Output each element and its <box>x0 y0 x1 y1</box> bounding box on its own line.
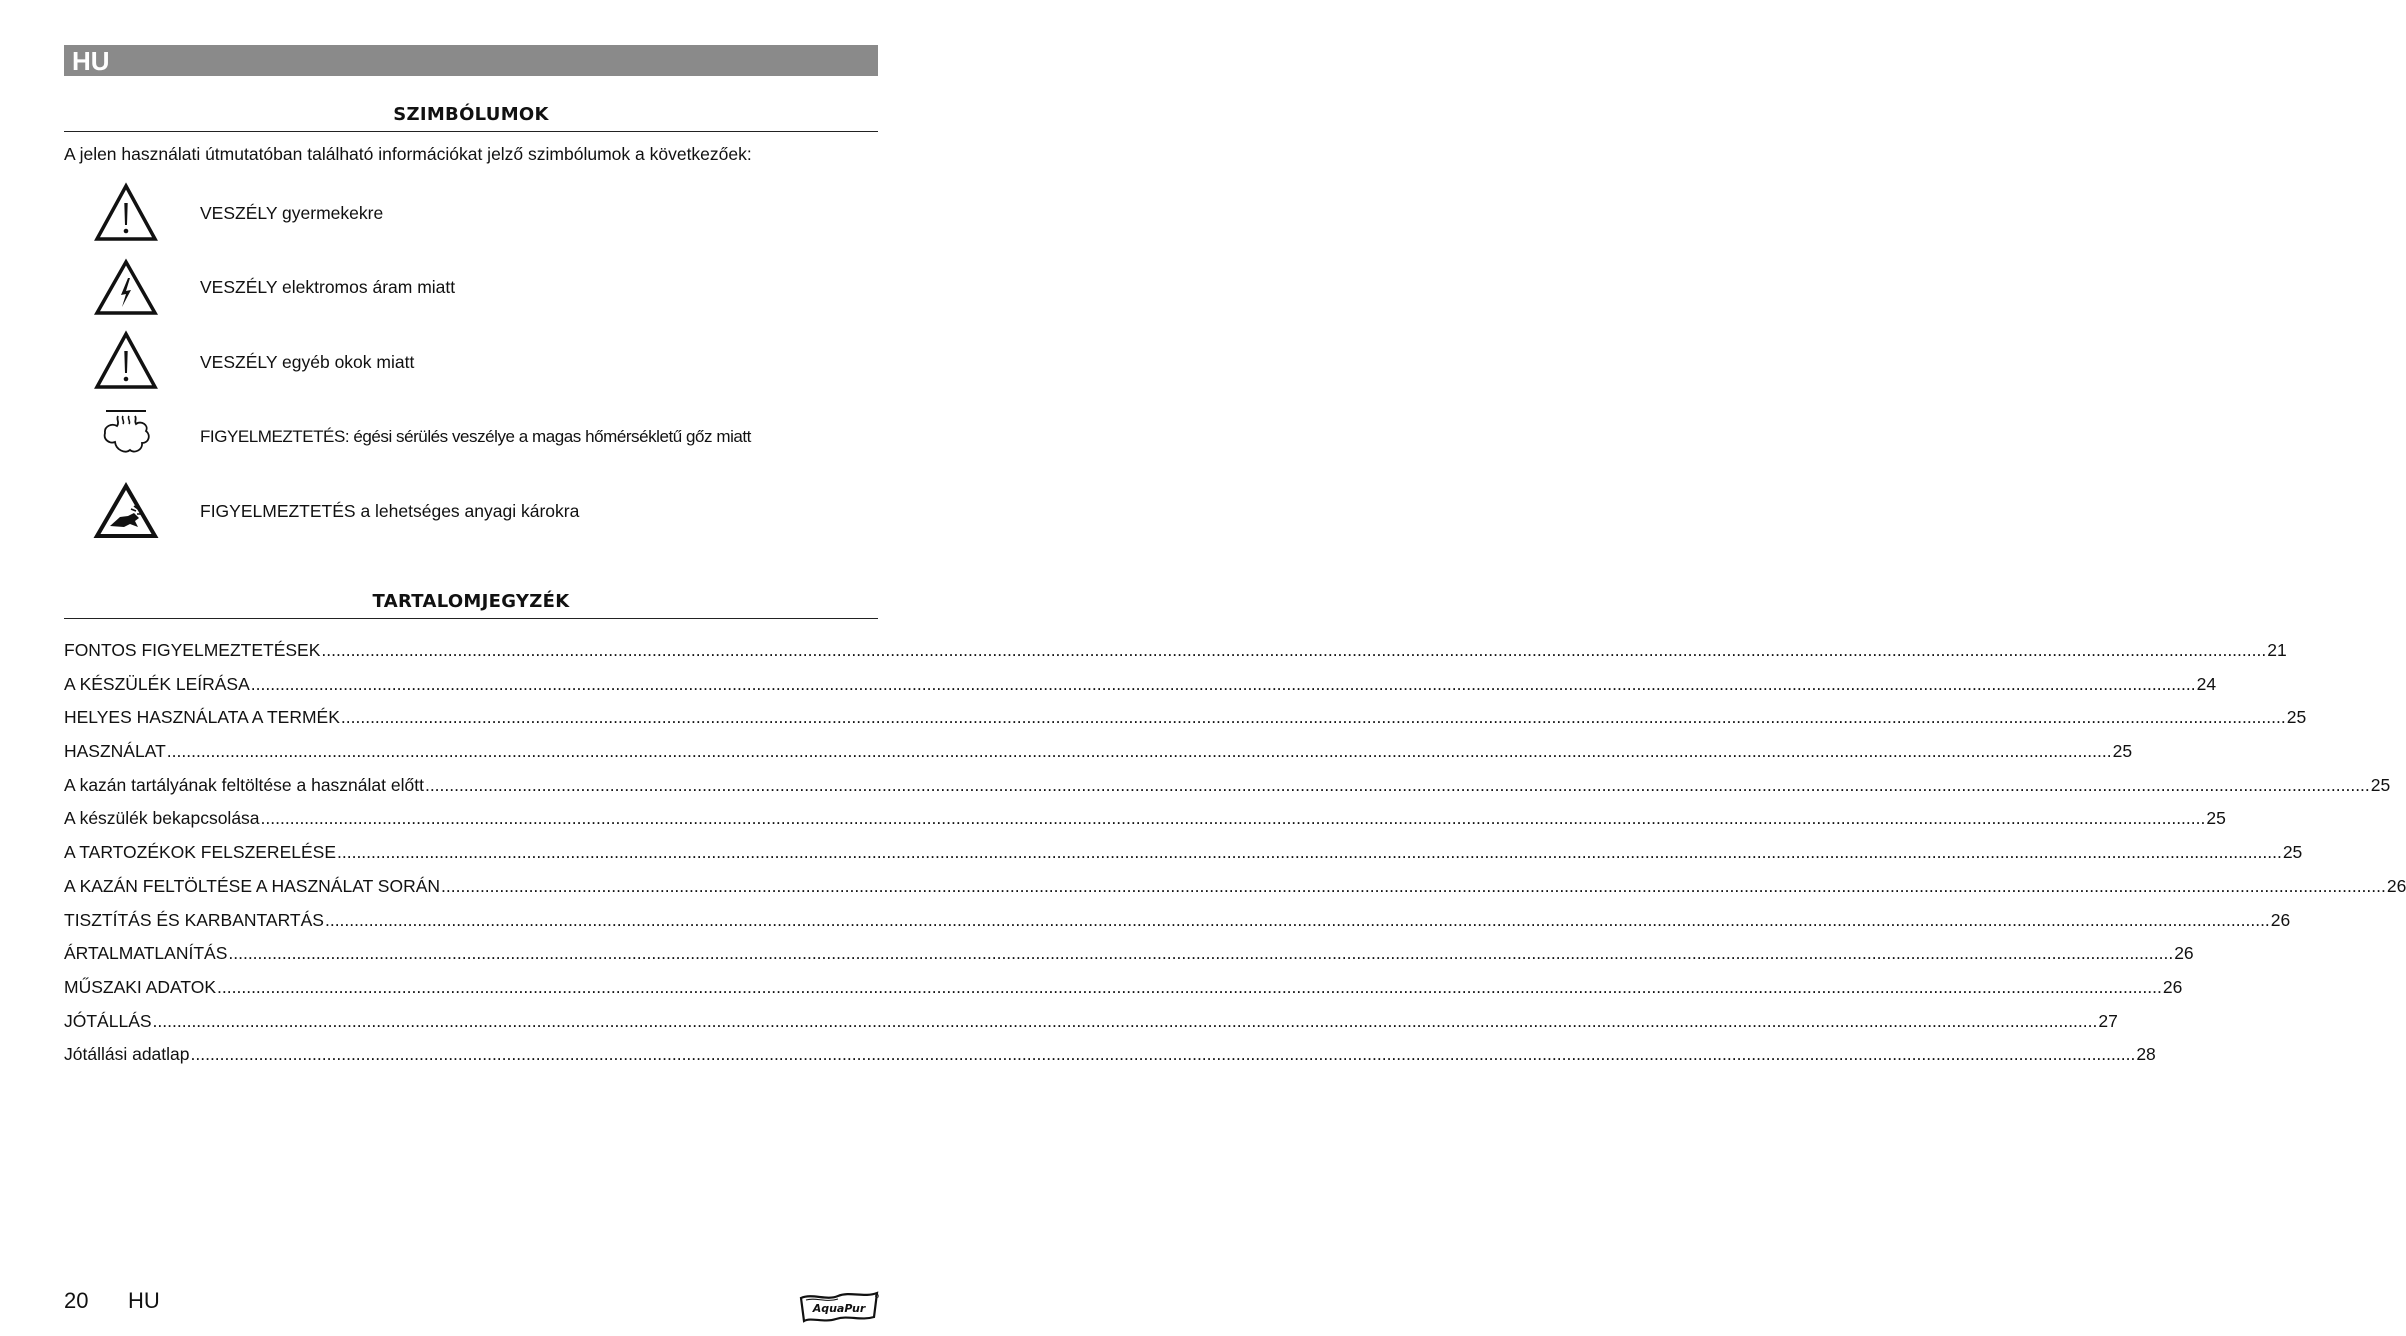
toc-leader-dots: ................................................................................................................................................................................................................................................................................................................................................................................................................ <box>340 707 2286 728</box>
toc-entry-label: HELYES HASZNÁLATA A TERMÉK <box>64 707 340 728</box>
toc-entry-label: A kazán tartályának feltöltése a használat előtt <box>64 774 424 795</box>
toc-leader-dots: ................................................................................................................................................................................................................................................................................................................................................................................................................ <box>166 741 2112 762</box>
toc-leader-dots: ................................................................................................................................................................................................................................................................................................................................................................................................................ <box>441 875 2386 896</box>
toc-entry <box>64 909 2291 944</box>
toc-entry <box>64 976 2183 1011</box>
toc-entry <box>64 1044 2156 1078</box>
toc-title-rule <box>64 618 878 619</box>
aquapur-logo <box>798 1290 880 1324</box>
toc-entry-label: JÓTÁLLÁS <box>64 1010 152 1031</box>
language-header-bar <box>64 45 878 76</box>
toc-entry-page: 28 <box>2136 1044 2156 1065</box>
toc-entry <box>64 943 2194 977</box>
electric-hazard-icon <box>94 256 158 320</box>
toc-entry-page: 25 <box>2370 774 2391 795</box>
toc-leader-dots: ................................................................................................................................................................................................................................................................................................................................................................................................................ <box>152 1010 2098 1031</box>
toc-entry-page: 25 <box>2282 842 2303 863</box>
toc-entry-label: ÁRTALMATLANÍTÁS <box>64 943 228 964</box>
toc-entry-label: A KAZÁN FELTÖLTÉSE A HASZNÁLAT SORÁN <box>64 875 441 896</box>
toc-entry-label: A készülék bekapcsolása <box>64 808 260 829</box>
toc-leader-dots: ................................................................................................................................................................................................................................................................................................................................................................................................................ <box>337 842 2282 863</box>
toc-entry-page: 24 <box>2196 673 2217 694</box>
symbol-text: FIGYELMEZTETÉS: égési sérülés veszélye a magas hőmérsékletű gőz miatt <box>200 427 751 446</box>
toc-entry-page: 26 <box>2174 943 2194 964</box>
toc-entry-label: HASZNÁLAT <box>64 741 166 762</box>
symbol-row <box>64 182 878 246</box>
symbol-text: VESZÉLY elektromos áram miatt <box>200 277 456 297</box>
page-number: 20 <box>64 1288 89 1313</box>
property-damage-icon <box>94 480 158 544</box>
toc-leader-dots: ................................................................................................................................................................................................................................................................................................................................................................................................................ <box>190 1044 2136 1065</box>
toc-entry-label: TISZTÍTÁS ÉS KARBANTARTÁS <box>64 909 324 930</box>
general-danger-icon <box>94 330 158 394</box>
symbol-row <box>64 406 878 470</box>
toc-entry <box>64 875 2406 910</box>
toc-leader-dots: ................................................................................................................................................................................................................................................................................................................................................................................................................ <box>321 640 2267 660</box>
symbol-text: VESZÉLY egyéb okok miatt <box>200 352 415 372</box>
toc-entry-page: 26 <box>2162 976 2183 997</box>
toc-entry-page: 27 <box>2098 1010 2118 1031</box>
toc-entry-page: 21 <box>2267 640 2287 660</box>
toc-entry <box>64 741 2133 775</box>
toc-entry <box>64 1010 2118 1045</box>
toc-entry-page: 26 <box>2386 875 2406 896</box>
symbol-row <box>64 330 878 394</box>
symbols-title: SZIMBÓLUMOK <box>393 104 549 125</box>
toc-title: TARTALOMJEGYZÉK <box>372 591 570 612</box>
toc-leader-dots: ................................................................................................................................................................................................................................................................................................................................................................................................................ <box>260 808 2206 829</box>
warning-children-icon <box>94 182 158 246</box>
toc-leader-dots: ................................................................................................................................................................................................................................................................................................................................................................................................................ <box>324 909 2270 930</box>
toc-entry <box>64 808 2226 842</box>
toc-entry-label: MŰSZAKI ADATOK <box>64 976 217 997</box>
toc-entry <box>64 640 2287 674</box>
toc-entry-label: Jótállási adatlap <box>64 1044 190 1065</box>
symbol-row <box>64 480 878 544</box>
steam-burn-icon <box>94 406 158 470</box>
toc-entry-label: FONTOS FIGYELMEZTETÉSEK <box>64 640 321 660</box>
symbol-text: FIGYELMEZTETÉS a lehetséges anyagi károkra <box>200 501 580 521</box>
toc-entry <box>64 707 2307 741</box>
toc-leader-dots: ................................................................................................................................................................................................................................................................................................................................................................................................................ <box>228 943 2174 964</box>
toc-entry-page: 26 <box>2270 909 2291 930</box>
logo-text: AquaPur <box>812 1302 866 1315</box>
toc-entry <box>64 774 2391 809</box>
toc-entry-page: 25 <box>2206 808 2226 829</box>
toc-entry-page: 25 <box>2286 707 2307 728</box>
toc-entry-page: 25 <box>2112 741 2133 762</box>
toc-entry-label: A TARTOZÉKOK FELSZERELÉSE <box>64 842 336 863</box>
toc-leader-dots: ................................................................................................................................................................................................................................................................................................................................................................................................................ <box>250 673 2196 694</box>
toc-entry <box>64 673 2217 708</box>
symbol-text: VESZÉLY gyermekekre <box>200 203 384 223</box>
toc-entry-label: A KÉSZÜLÉK LEÍRÁSA <box>64 673 250 694</box>
footer-language: HU <box>128 1288 160 1313</box>
symbols-title-rule <box>64 131 878 132</box>
toc-entry <box>64 842 2303 876</box>
toc-leader-dots: ................................................................................................................................................................................................................................................................................................................................................................................................................ <box>217 976 2162 997</box>
language-code: HU <box>72 46 110 76</box>
toc-leader-dots: ................................................................................................................................................................................................................................................................................................................................................................................................................ <box>424 774 2370 795</box>
symbols-intro: A jelen használati útmutatóban található információkat jelző szimbólumok a következőek: <box>64 144 752 164</box>
symbol-row <box>64 256 878 320</box>
table-of-contents <box>64 640 2406 1078</box>
